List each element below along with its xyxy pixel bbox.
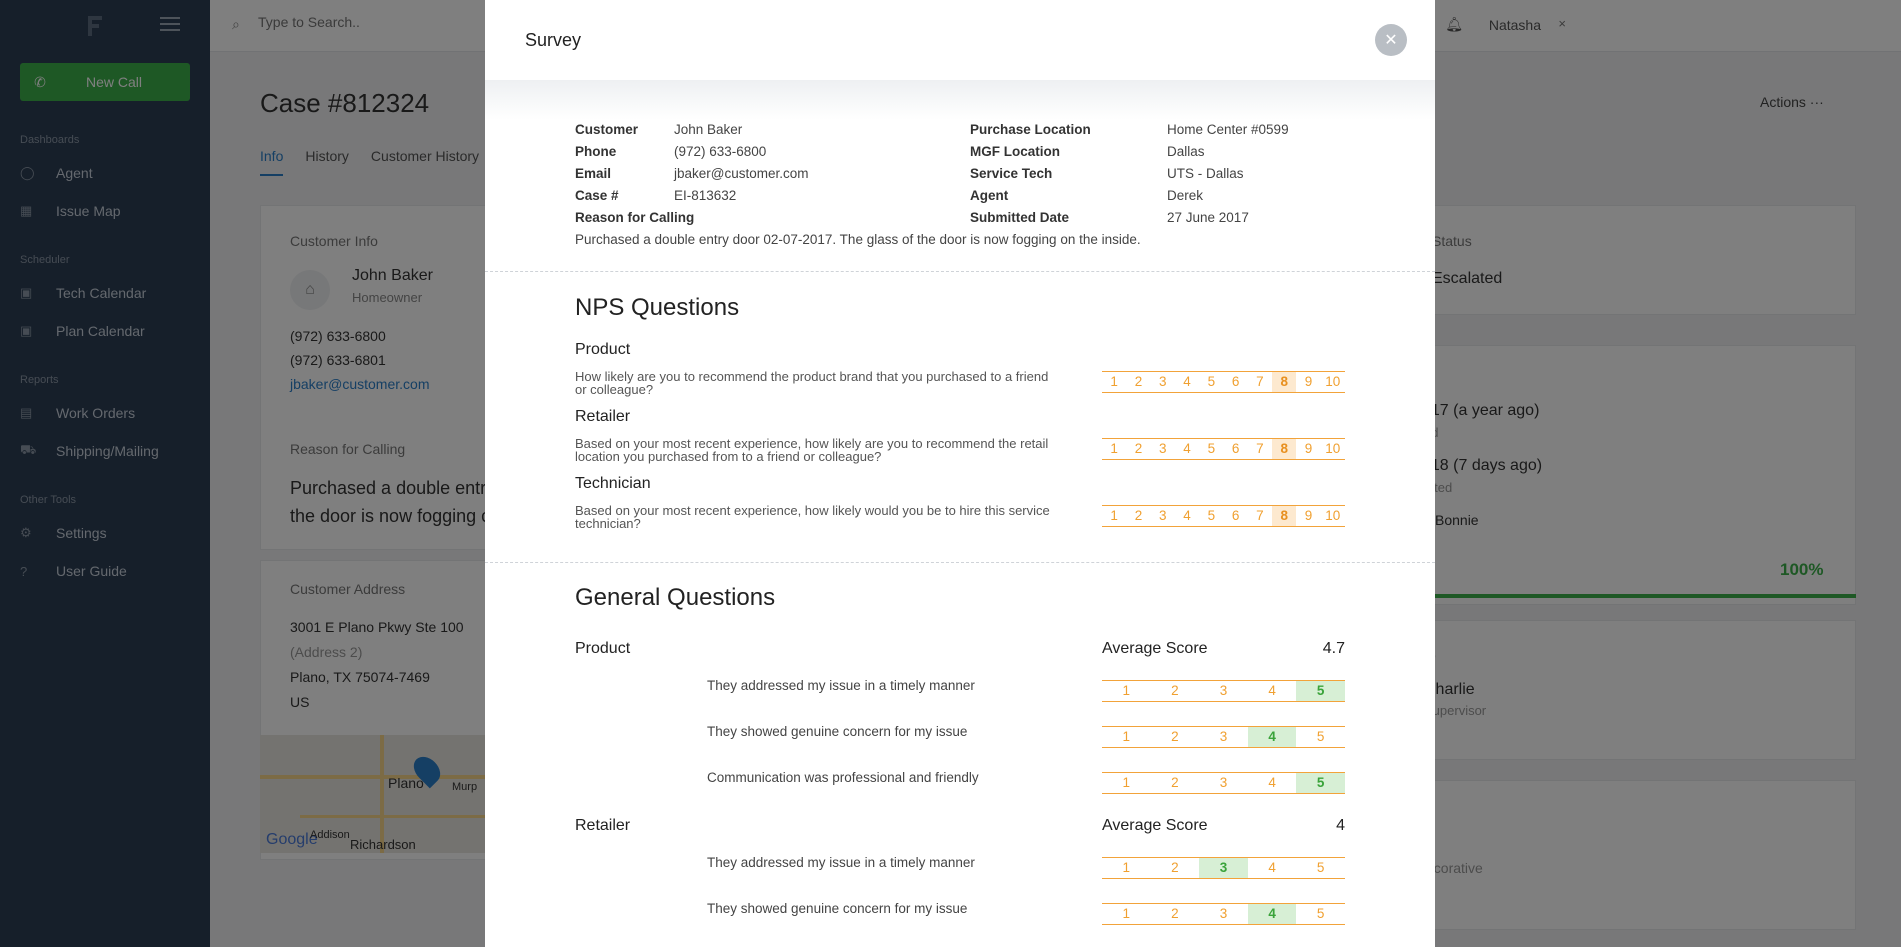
rating-option[interactable]: 4 — [1248, 904, 1297, 924]
rating-option[interactable]: 1 — [1122, 683, 1131, 698]
nps-retailer-title: Retailer — [575, 408, 631, 425]
question-line: location you purchased from to a friend or colleague? — [575, 449, 882, 464]
rating-option[interactable]: 4 — [1268, 860, 1276, 875]
info-row — [575, 122, 1345, 144]
rating-option[interactable]: 3 — [1219, 906, 1228, 921]
nps-score-option[interactable]: 8 — [1272, 439, 1296, 459]
nps-score-option[interactable]: 4 — [1183, 441, 1191, 456]
nps-score-option[interactable]: 2 — [1134, 374, 1143, 389]
nps-score-option[interactable]: 1 — [1110, 374, 1118, 389]
rating-option[interactable]: 5 — [1316, 906, 1325, 921]
nps-scale — [1102, 371, 1345, 393]
modal-header — [485, 0, 1435, 80]
info-row — [575, 210, 1345, 232]
reason-for-calling-text: Purchased a double entry door 02-07-2017. The glass of the door is now fogging on the inside. — [575, 232, 1141, 247]
question-line: Based on your most recent experience, how likely are you to recommend the retail — [575, 436, 1049, 451]
nps-scale — [1102, 505, 1345, 527]
close-modal-button[interactable] — [1375, 24, 1407, 56]
nps-score-option[interactable]: 6 — [1231, 374, 1240, 389]
info-value: 27 June 2017 — [1167, 210, 1249, 225]
header-shadow — [485, 80, 1435, 120]
rating-option[interactable]: 4 — [1248, 727, 1297, 747]
rating-option[interactable]: 3 — [1199, 858, 1248, 878]
rating-scale — [1102, 772, 1345, 794]
nps-score-option[interactable]: 8 — [1272, 372, 1296, 392]
info-key: MGF Location — [970, 144, 1060, 159]
nps-score-option[interactable]: 6 — [1231, 508, 1240, 523]
info-row — [575, 166, 1345, 188]
nps-retailer-question — [575, 437, 1075, 463]
rating-option[interactable]: 5 — [1316, 729, 1325, 744]
survey-info-grid — [575, 122, 1345, 232]
rating-option[interactable]: 1 — [1122, 906, 1131, 921]
average-score-value: 4.7 — [1322, 640, 1345, 657]
nps-score-option[interactable]: 2 — [1134, 508, 1143, 523]
nps-score-option[interactable]: 3 — [1158, 508, 1167, 523]
nps-score-option[interactable]: 1 — [1110, 508, 1118, 523]
rating-option[interactable]: 2 — [1171, 729, 1179, 744]
nps-score-option[interactable]: 5 — [1207, 441, 1216, 456]
info-key: Submitted Date — [970, 210, 1070, 225]
rating-option[interactable]: 1 — [1122, 775, 1131, 790]
general-statement: They addressed my issue in a timely manner — [707, 855, 975, 870]
info-key: Case # — [575, 188, 619, 203]
nps-score-option[interactable]: 10 — [1325, 374, 1341, 389]
nps-score-option[interactable]: 3 — [1158, 374, 1167, 389]
nps-product-title: Product — [575, 341, 631, 358]
general-product-title: Product — [575, 640, 631, 657]
general-retailer-title: Retailer — [575, 817, 631, 834]
info-key: Customer — [575, 122, 639, 137]
general-statement: They addressed my issue in a timely manner — [707, 678, 975, 693]
nps-score-option[interactable]: 5 — [1207, 508, 1216, 523]
survey-modal — [485, 0, 1435, 947]
info-row — [575, 144, 1345, 166]
nps-score-option[interactable]: 7 — [1256, 374, 1264, 389]
rating-option[interactable]: 2 — [1171, 906, 1179, 921]
question-line: or colleague? — [575, 382, 654, 397]
nps-score-option[interactable]: 9 — [1304, 374, 1313, 389]
info-key: Email — [575, 166, 612, 181]
section-divider — [485, 271, 1435, 272]
rating-option[interactable]: 5 — [1316, 860, 1325, 875]
nps-score-option[interactable]: 2 — [1134, 441, 1143, 456]
info-value: Dallas — [1167, 144, 1205, 159]
nps-score-option[interactable]: 3 — [1158, 441, 1167, 456]
question-line: technician? — [575, 516, 641, 531]
rating-option[interactable]: 5 — [1296, 773, 1345, 793]
general-heading: General Questions — [575, 584, 776, 611]
rating-option[interactable]: 3 — [1219, 683, 1228, 698]
nps-score-option[interactable]: 7 — [1256, 441, 1264, 456]
info-value: Derek — [1167, 188, 1204, 203]
rating-option[interactable]: 2 — [1171, 775, 1179, 790]
info-value: UTS - Dallas — [1167, 166, 1244, 181]
nps-heading: NPS Questions — [575, 294, 740, 321]
general-statement: Communication was professional and friendly — [707, 770, 979, 785]
average-score-value: 4 — [1336, 817, 1345, 834]
nps-score-option[interactable]: 10 — [1325, 441, 1341, 456]
rating-option[interactable]: 2 — [1171, 683, 1179, 698]
question-line: Based on your most recent experience, how likely would you be to hire this service — [575, 503, 1050, 518]
email-link[interactable]: jbaker@customer.com — [674, 166, 809, 181]
nps-scale — [1102, 438, 1345, 460]
rating-scale — [1102, 903, 1345, 925]
info-key: Phone — [575, 144, 617, 159]
info-key: Reason for Calling — [575, 210, 695, 225]
info-value: EI-813632 — [674, 188, 737, 203]
rating-option[interactable]: 1 — [1122, 729, 1131, 744]
nps-score-option[interactable]: 5 — [1207, 374, 1216, 389]
close-icon: ✕ — [1384, 32, 1398, 49]
nps-score-option[interactable]: 10 — [1325, 508, 1341, 523]
rating-option[interactable]: 2 — [1171, 860, 1179, 875]
section-divider — [485, 562, 1435, 563]
rating-option[interactable]: 5 — [1296, 681, 1345, 701]
nps-score-option[interactable]: 9 — [1304, 441, 1313, 456]
rating-scale — [1102, 857, 1345, 879]
nps-score-option[interactable]: 1 — [1110, 441, 1118, 456]
info-value: John Baker — [674, 122, 743, 137]
rating-scale — [1102, 726, 1345, 748]
info-key: Service Tech — [970, 166, 1053, 181]
average-score-label: Average Score — [1102, 817, 1208, 834]
modal-title: Survey — [525, 30, 582, 50]
nps-score-option[interactable]: 9 — [1304, 508, 1313, 523]
info-value: (972) 633-6800 — [674, 144, 767, 159]
nps-score-option[interactable]: 8 — [1272, 506, 1296, 526]
question-line: How likely are you to recommend the product brand that you purchased to a friend — [575, 369, 1049, 384]
info-key: Agent — [970, 188, 1009, 203]
rating-option[interactable]: 4 — [1268, 683, 1276, 698]
rating-option[interactable]: 3 — [1219, 775, 1228, 790]
info-key: Purchase Location — [970, 122, 1091, 137]
rating-option[interactable]: 3 — [1219, 729, 1228, 744]
nps-technician-title: Technician — [575, 475, 651, 492]
nps-score-option[interactable]: 7 — [1256, 508, 1264, 523]
info-value: Home Center #0599 — [1167, 122, 1289, 137]
general-statement: They showed genuine concern for my issue — [707, 724, 968, 739]
nps-score-option[interactable]: 6 — [1231, 441, 1240, 456]
nps-score-option[interactable]: 4 — [1183, 508, 1191, 523]
nps-score-option[interactable]: 4 — [1183, 374, 1191, 389]
average-score-label: Average Score — [1102, 640, 1208, 657]
info-row — [575, 188, 1345, 210]
nps-technician-question — [575, 504, 1075, 530]
nps-product-question — [575, 370, 1075, 396]
rating-option[interactable]: 4 — [1268, 775, 1276, 790]
rating-option[interactable]: 1 — [1122, 860, 1131, 875]
rating-scale — [1102, 680, 1345, 702]
general-statement: They showed genuine concern for my issue — [707, 901, 968, 916]
